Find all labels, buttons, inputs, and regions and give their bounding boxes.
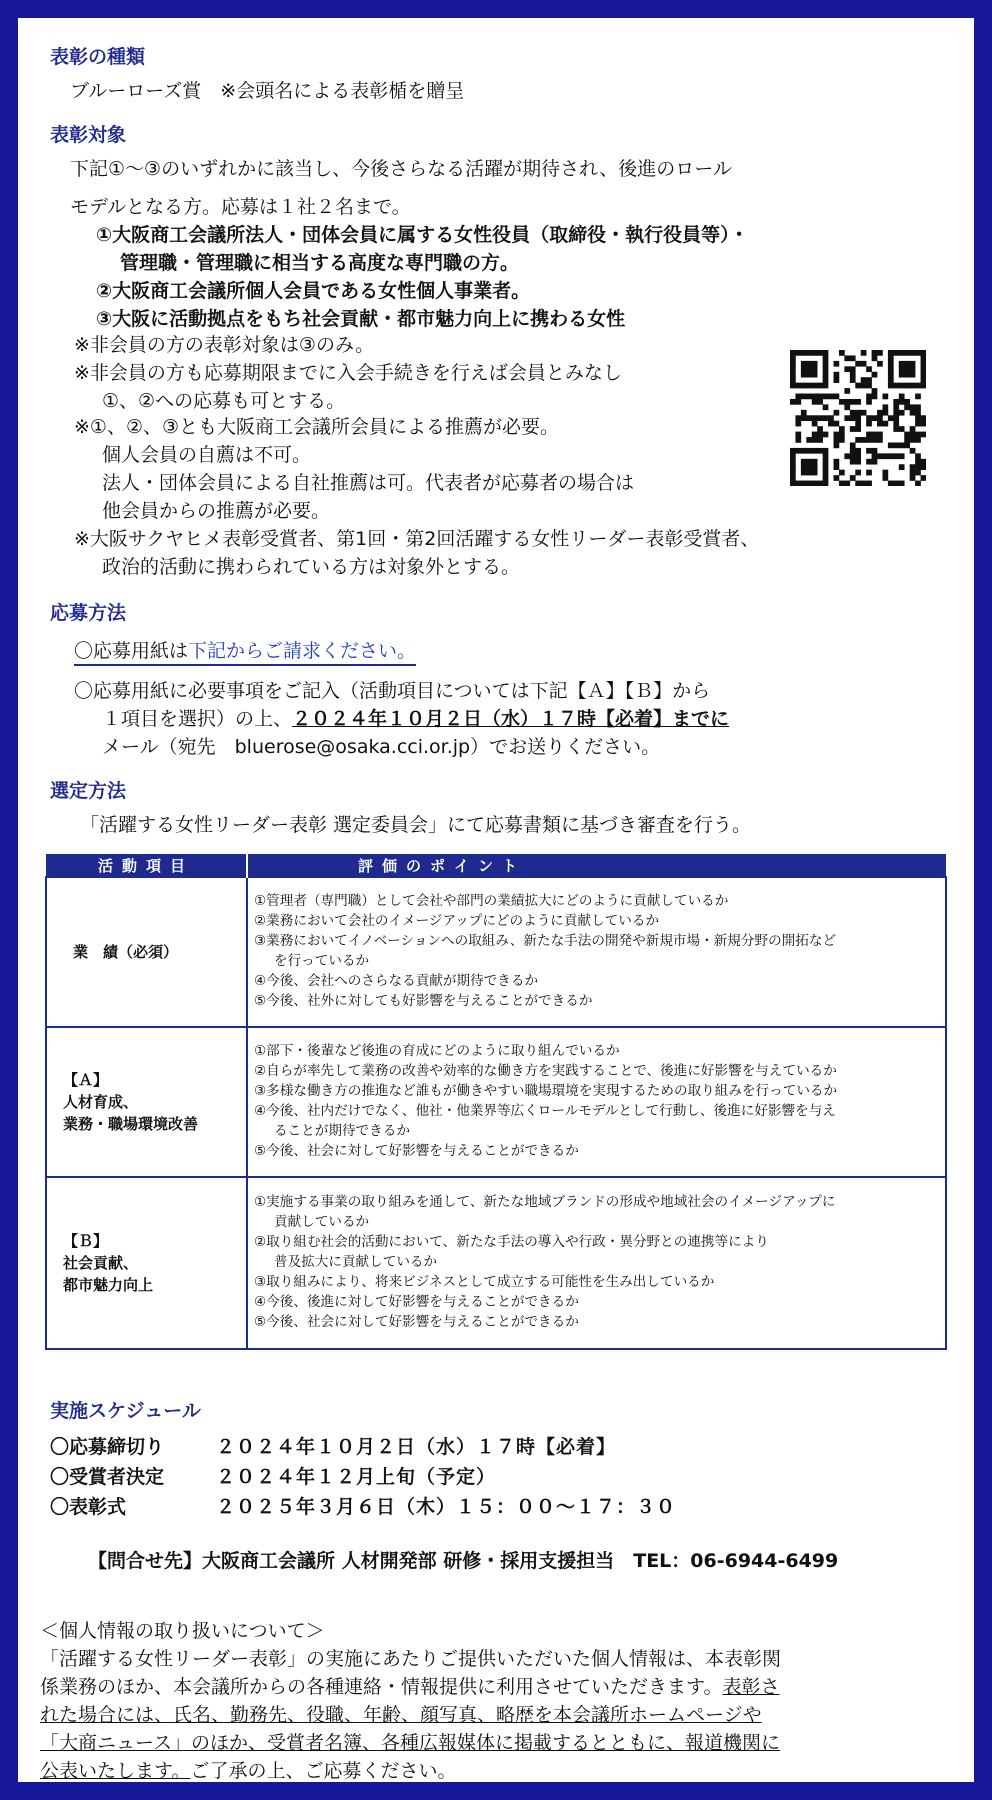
schedule-value: ２０２４年１２月上旬（予定）	[216, 1466, 497, 1488]
target-item-2: ②大阪商工会議所個人会員である女性個人事業者。	[96, 280, 531, 302]
criteria-label: 【Ｂ】 社会貢献、 都市魅力向上	[46, 1177, 247, 1349]
target-intro: モデルとなる方。応募は１社２名まで。	[70, 196, 411, 218]
target-note: 他会員からの推薦が必要。	[102, 500, 331, 522]
schedule-label: 〇受賞者決定	[50, 1466, 165, 1488]
schedule-label: 〇表彰式	[50, 1496, 127, 1518]
application-instruction: 〇応募用紙に必要事項をご記入（活動項目については下記【Ａ】【Ｂ】から	[74, 680, 711, 702]
criteria-col-points: 評価のポイント	[247, 854, 946, 877]
application-deadline: ２０２４年１０月２日（水）１７時【必着】までに	[292, 708, 730, 730]
target-item-3: ③大阪に活動拠点をもち社会貢献・都市魅力向上に携わる女性	[96, 308, 626, 330]
criteria-points: ①実施する事業の取り組みを通して、新たな地域ブランドの形成や地域社会のイメージアップに 貢献しているか ②取り組む社会的活動において、新たな手法の導入や行政・異分野との連携等により 普及拡大に貢献しているか ③取り組みにより、将来ビジネスとして成立する可能性を生み出しているか ④今後、後進に対して好影響を与えることができるか ⑤今後、社会に対して好影響を与えることができるか	[247, 1177, 946, 1349]
qr-code-icon[interactable]	[790, 350, 926, 486]
request-form-link[interactable]: 下記からご請求ください。	[188, 640, 417, 662]
target-heading: 表彰対象	[50, 124, 127, 146]
criteria-table	[45, 854, 947, 1350]
privacy-text: れた場合には、氏名、勤務先、役職、年齢、顔写真、略歴を本会議所ホームページや	[40, 1704, 762, 1726]
criteria-label: 【Ａ】 人材育成、 業務・職場環境改善	[46, 1027, 247, 1177]
privacy-text: 公表いたします。ご了承の上、ご応募ください。	[40, 1760, 457, 1782]
award-type-heading: 表彰の種類	[50, 46, 146, 68]
criteria-col-activity: 活動項目	[46, 854, 247, 877]
schedule-value: ２０２５年３月６日（木）１５：００～１７：３０	[216, 1496, 677, 1518]
application-heading: 応募方法	[50, 602, 127, 624]
target-note: ※非会員の方も応募期限までに入会手続きを行えば会員とみなし	[74, 362, 622, 384]
selection-heading: 選定方法	[50, 780, 127, 802]
application-instruction: １項目を選択）の上、	[102, 708, 293, 730]
target-note: ※非会員の方の表彰対象は③のみ。	[74, 334, 375, 356]
application-deadline-line	[102, 706, 729, 732]
contact-info: 【問合せ先】大阪商工会議所 人材開発部 研修・採用支援担当 TEL：06-6944-6499	[88, 1550, 839, 1572]
schedule-label: 〇応募締切り	[50, 1436, 165, 1458]
application-request-line	[74, 638, 416, 666]
target-note: 法人・団体会員による自社推薦は可。代表者が応募者の場合は	[102, 472, 635, 494]
criteria-row-a	[46, 1027, 946, 1177]
criteria-row-b	[46, 1177, 946, 1349]
target-note: 政治的活動に携わられている方は対象外とする。	[102, 556, 521, 578]
target-note: 個人会員の自薦は不可。	[102, 444, 312, 466]
criteria-points: ①管理者（専門職）として会社や部門の業績拡大にどのように貢献しているか ②業務において会社のイメージアップにどのように貢献しているか ③業務においてイノベーションへの取組み、新たな手法の開発や新規市場・新規分野の開拓など を行っているか ④今後、会社へのさらなる貢献が期待できるか ⑤今後、社外に対しても好影響を与えることができるか	[247, 877, 946, 1027]
criteria-label: 業 績（必須）	[46, 877, 247, 1027]
target-item-1: 管理職・管理職に相当する高度な専門職の方。	[120, 252, 520, 274]
target-item-1: ①大阪商工会議所法人・団体会員に属する女性役員（取締役・執行役員等）・	[96, 224, 749, 246]
schedule-heading: 実施スケジュール	[50, 1400, 201, 1422]
document-page	[18, 18, 974, 1782]
criteria-row-performance	[46, 877, 946, 1027]
target-intro: 下記①～③のいずれかに該当し、今後さらなる活躍が期待され、後進のロール	[70, 158, 732, 180]
target-note: ※大阪サクヤヒメ表彰受賞者、第1回・第2回活躍する女性リーダー表彰受賞者、	[74, 528, 760, 550]
selection-text: 「活躍する女性リーダー表彰 選定委員会」にて応募書類に基づき審査を行う。	[80, 814, 752, 836]
application-email: メール（宛先 bluerose@osaka.cci.or.jp）でお送りください。	[102, 736, 661, 758]
target-note: ※①、②、③とも大阪商工会議所会員による推薦が必要。	[74, 416, 560, 438]
privacy-heading: ＜個人情報の取り扱いについて＞	[40, 1620, 325, 1642]
application-request-prefix: 〇応募用紙は	[74, 640, 189, 662]
schedule-value: ２０２４年１０月２日（水）１７時【必着】	[216, 1436, 617, 1458]
privacy-text: 「大商ニュース」のほか、受賞者名簿、各種広報媒体に掲載するとともに、報道機関に	[40, 1732, 781, 1754]
award-type-text: ブルーローズ賞 ※会頭名による表彰楯を贈呈	[70, 80, 465, 102]
target-note: ①、②への応募も可とする。	[102, 390, 346, 412]
criteria-points: ①部下・後輩など後進の育成にどのように取り組んでいるか ②自らが率先して業務の改善や効率的な働き方を実践することで、後進に好影響を与えているか ③多様な働き方の推進など誰もが働きやすい職場環境を実現するための取り組みを行っているか ④今後、社内だけでなく、他社・他業界等広くロールモデルとして行動し、後進に好影響を与え ることが期待できるか ⑤今後、社会に対して好影響を与えることができるか	[247, 1027, 946, 1177]
privacy-underlined: 表彰さ	[722, 1676, 780, 1698]
privacy-text: 係業務のほか、本会議所からの各種連絡・情報提供に利用させていただきます。表彰さ	[40, 1676, 780, 1698]
privacy-text: 「活躍する女性リーダー表彰」の実施にあたりご提供いただいた個人情報は、本表彰関	[40, 1648, 782, 1670]
